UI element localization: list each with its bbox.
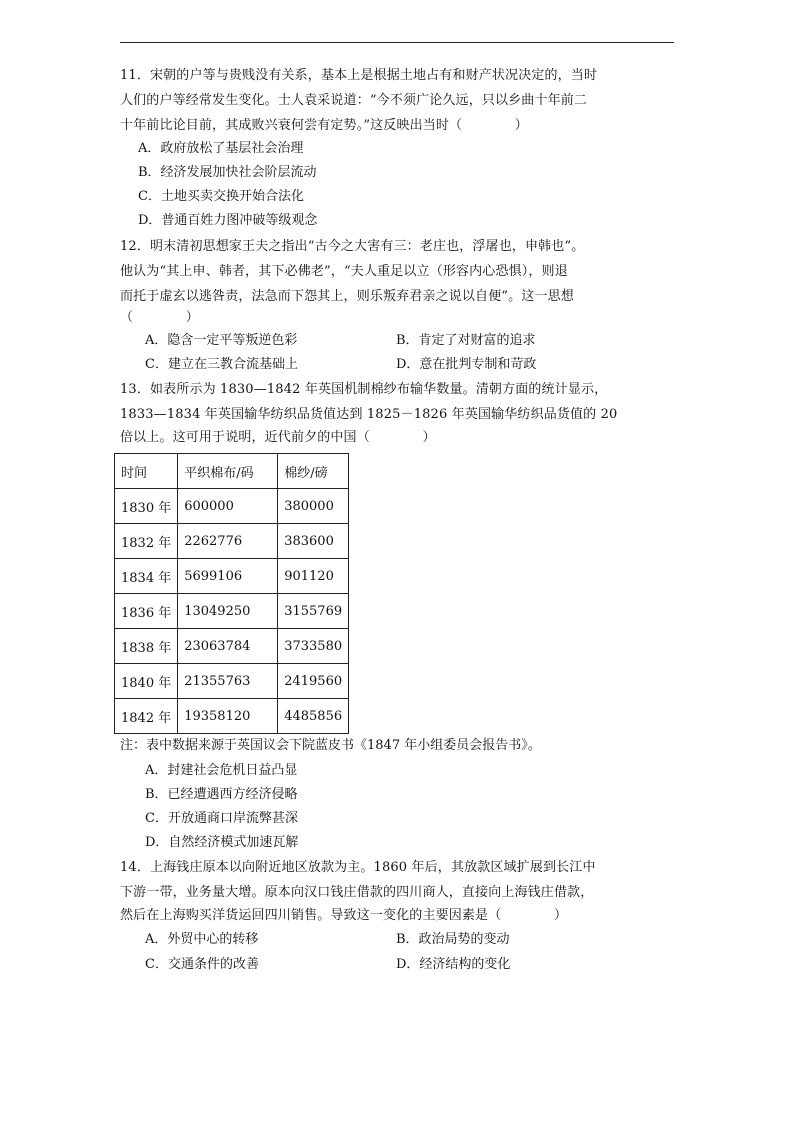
q13-option-c[interactable]: C．开放通商口岸流弊甚深 (145, 811, 298, 826)
table-cell: 5699106 (178, 559, 278, 594)
table-row (115, 524, 349, 559)
q14-option-d[interactable]: D．经济结构的变化 (396, 957, 511, 972)
table-cell: 1836 年 (115, 594, 178, 629)
table-row (115, 664, 349, 699)
q11-stem-line-1: 11．宋朝的户等与贵贱没有关系，基本上是根据土地占有和财产状况决定的，当时 (120, 68, 598, 83)
table-row (115, 699, 349, 734)
table-cell: 901120 (278, 559, 349, 594)
q12-option-c[interactable]: C．建立在三教合流基础上 (145, 357, 298, 372)
q11-option-c[interactable]: C．土地买卖交换开始合法化 (138, 189, 304, 204)
q12-stem-line-2: 他认为“其上申、韩者，其下必佛老”，“夫人重足以立（形容内心恐惧），则退 (120, 264, 568, 279)
table-cell: 4485856 (278, 699, 349, 734)
q14-stem-line-2: 下游一带，业务量大增。原本向汉口钱庄借款的四川商人，直接向上海钱庄借款， (120, 885, 594, 900)
q14-stem-line-1: 14．上海钱庄原本以向附近地区放款为主。1860 年后，其放款区域扩展到长江中 (120, 860, 596, 875)
table-cell: 600000 (178, 489, 278, 524)
table-note: 注：表中数据来源于英国议会下院蓝皮书《1847 年小组委员会报告书》。 (120, 738, 541, 753)
table-cell: 2262776 (178, 524, 278, 559)
table-cell: 19358120 (178, 699, 278, 734)
q13-stem-line-1: 13．如表所示为 1830—1842 年英国机制棉纱布输华数量。清朝方面的统计显示， (120, 382, 608, 397)
table-header-cell: 棉纱/磅 (278, 454, 349, 489)
table-header-cell: 平织棉布/码 (178, 454, 278, 489)
q13-option-d[interactable]: D．自然经济模式加速瓦解 (145, 835, 299, 850)
table-row (115, 489, 349, 524)
table-cell: 2419560 (278, 664, 349, 699)
table-cell: 380000 (278, 489, 349, 524)
q12-option-b[interactable]: B．肯定了对财富的追求 (396, 333, 536, 348)
table-cell: 21355763 (178, 664, 278, 699)
table-cell: 1842 年 (115, 699, 178, 734)
table-cell: 1834 年 (115, 559, 178, 594)
q11-option-b[interactable]: B．经济发展加快社会阶层流动 (138, 165, 317, 180)
export-data-table (114, 453, 349, 734)
header-rule (120, 42, 674, 43)
table-cell: 1832 年 (115, 524, 178, 559)
q11-stem-line-2: 人们的户等经常发生变化。士人袁采说道：“今不须广论久远，只以乡曲十年前二 (120, 93, 588, 108)
q11-option-a[interactable]: A．政府放松了基层社会治理 (138, 141, 304, 156)
table-cell: 3155769 (278, 594, 349, 629)
table-cell: 23063784 (178, 629, 278, 664)
table-row (115, 629, 349, 664)
q13-option-a[interactable]: A．封建社会危机日益凸显 (145, 763, 298, 778)
q13-stem-line-3: 倍以上。这可用于说明，近代前夕的中国（ ） (120, 430, 436, 445)
table-header-cell: 时间 (115, 454, 178, 489)
q12-option-a[interactable]: A．隐含一定平等叛逆色彩 (145, 333, 298, 348)
table-row (115, 559, 349, 594)
q13-stem-line-2: 1833—1834 年英国输华纺织品货值达到 1825－1826 年英国输华纺织品货值的 20 (120, 407, 618, 422)
q12-stem-line-3: 而托于虚玄以逃咎责，法急而下怨其上，则乐叛弃君亲之说以自便”。这一思想 (120, 289, 574, 304)
q14-option-c[interactable]: C．交通条件的改善 (145, 957, 259, 972)
q13-option-b[interactable]: B．已经遭遇西方经济侵略 (145, 787, 298, 802)
q11-stem-line-3: 十年前比论目前，其成败兴衰何尝有定势。”这反映出当时（ ） (120, 118, 528, 133)
q11-option-d[interactable]: D．普通百姓力图冲破等级观念 (138, 213, 318, 228)
table-cell: 1830 年 (115, 489, 178, 524)
q14-option-a[interactable]: A．外贸中心的转移 (145, 932, 259, 947)
table-cell: 3733580 (278, 629, 349, 664)
table-row (115, 594, 349, 629)
table-cell: 383600 (278, 524, 349, 559)
q12-stem-line-1: 12．明末清初思想家王夫之指出“古今之大害有三：老庄也，浮屠也，申韩也”。 (120, 239, 585, 254)
q12-option-d[interactable]: D．意在批判专制和苛政 (396, 357, 537, 372)
table-cell: 13049250 (178, 594, 278, 629)
table-header-row (115, 454, 349, 489)
q14-option-b[interactable]: B．政治局势的变动 (396, 932, 510, 947)
q14-stem-line-3: 然后在上海购买洋货运回四川销售。导致这一变化的主要因素是（ ） (120, 908, 568, 923)
table-cell: 1838 年 (115, 629, 178, 664)
q12-stem-line-4: （ ） (120, 310, 199, 325)
table-cell: 1840 年 (115, 664, 178, 699)
